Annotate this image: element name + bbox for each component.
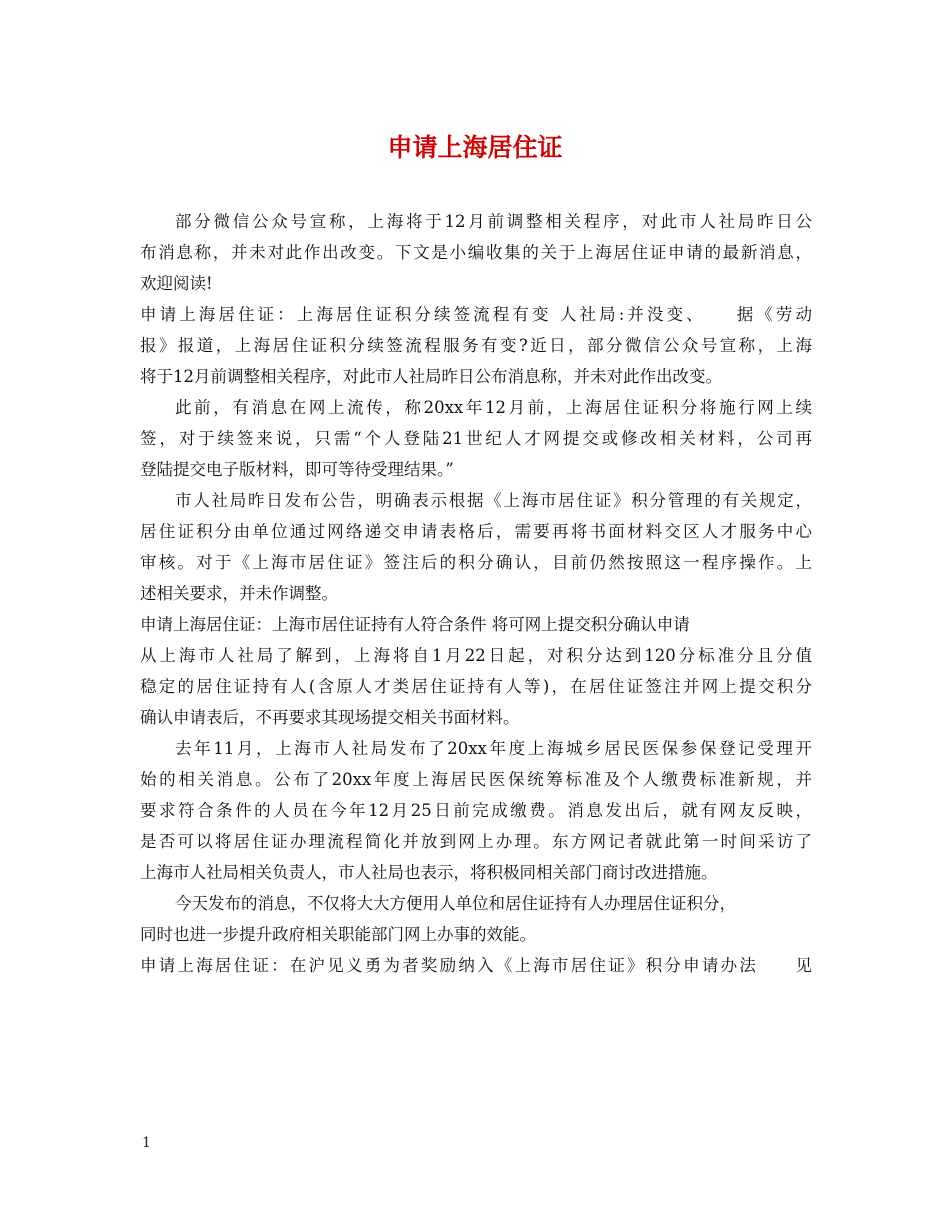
body-line: 报》报道，上海居住证积分续签流程服务有变?近日，部分微信公众号宣称，上海 xyxy=(140,336,812,355)
section-heading-line: 申请上海居住证：上海居住证积分续签流程有变 人社局:并没变、 据《劳动 xyxy=(140,305,812,324)
body-line: 市人社局昨日发布公告，明确表示根据《上海市居住证》积分管理的有关规定， xyxy=(175,491,812,510)
body-line: 此前，有消息在网上流传，称20xx年12月前，上海居住证积分将施行网上续 xyxy=(175,398,812,417)
body-line: 将于12月前调整相关程序，对此市人社局昨日公布消息称，并未对此作出改变。 xyxy=(140,367,722,386)
section-heading-line: 申请上海居住证：在沪见义勇为者奖励纳入《上海市居住证》积分申请办法 见 xyxy=(140,956,812,975)
body-line: 部分微信公众号宣称，上海将于12月前调整相关程序，对此市人社局昨日公 xyxy=(175,212,812,231)
body-line: 述相关要求，并未作调整。 xyxy=(140,584,338,603)
body-line: 布消息称，并未对此作出改变。下文是小编收集的关于上海居住证申请的最新消息， xyxy=(140,243,812,262)
body-line: 登陆提交电子版材料，即可等待受理结果。” xyxy=(140,460,454,479)
document-title: 申请上海居住证 xyxy=(387,133,563,162)
body-line: 上海市人社局相关负责人，市人社局也表示，将积极同相关部门商讨改进措施。 xyxy=(140,863,718,882)
body-line: 确认申请表后，不再要求其现场提交相关书面材料。 xyxy=(140,708,520,727)
section-heading-line: 申请上海居住证：上海市居住证持有人符合条件 将可网上提交积分确认申请 xyxy=(140,615,690,634)
body-line: 居住证积分由单位通过网络递交申请表格后，需要再将书面材料交区人才服务中心 xyxy=(140,522,812,541)
document-body xyxy=(140,206,812,981)
body-line: 从上海市人社局了解到，上海将自1月22日起，对积分达到120分标准分且分值 xyxy=(140,646,812,665)
body-line: 是否可以将居住证办理流程简化并放到网上办理。东方网记者就此第一时间采访了 xyxy=(140,832,812,851)
body-line: 要求符合条件的人员在今年12月25日前完成缴费。消息发出后，就有网友反映， xyxy=(140,801,812,820)
body-line: 稳定的居住证持有人(含原人才类居住证持有人等)，在居住证签注并网上提交积分 xyxy=(140,677,812,696)
body-line: 签，对于续签来说，只需“个人登陆21世纪人才网提交或修改相关材料，公司再 xyxy=(140,429,812,448)
body-line: 审核。对于《上海市居住证》签注后的积分确认，目前仍然按照这一程序操作。上 xyxy=(140,553,812,572)
body-line: 始的相关消息。公布了20xx年度上海居民医保统筹标准及个人缴费标准新规，并 xyxy=(140,770,812,789)
body-line: 同时也进一步提升政府相关职能部门网上办事的效能。 xyxy=(140,925,536,944)
page-number: 1 xyxy=(142,1135,151,1151)
body-line: 去年11月，上海市人社局发布了20xx年度上海城乡居民医保参保登记受理开 xyxy=(175,739,812,758)
body-line: 欢迎阅读! xyxy=(140,274,213,293)
body-line: 今天发布的消息，不仅将大大方便用人单位和居住证持有人办理居住证积分， xyxy=(175,894,736,913)
